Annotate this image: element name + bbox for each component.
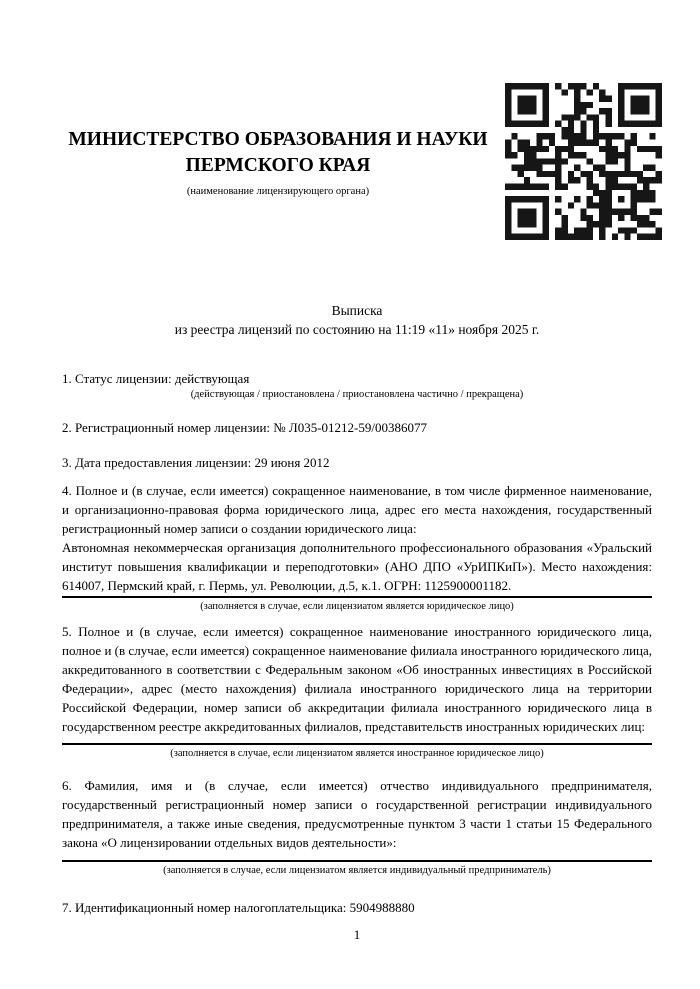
field-legal-entity: [62, 481, 652, 614]
entrepreneur-divider: [62, 860, 652, 862]
legal-entity-caption: (заполняется в случае, если лицензиатом является юридическое лицо): [200, 601, 514, 612]
registration-number-text: 2. Регистрационный номер лицензии: № Л035-01212-59/00386077: [62, 420, 428, 435]
document-title: [62, 301, 652, 339]
field-taxpayer-number: [62, 898, 652, 917]
page-number: 1: [353, 927, 361, 942]
field-registration-number: [62, 418, 652, 437]
foreign-entity-divider: [62, 743, 652, 745]
ministry-name-line2: ПЕРМСКОГО КРАЯ: [185, 155, 371, 176]
grant-date-text: 3. Дата предоставления лицензии: 29 июня 2012: [62, 455, 330, 470]
license-status-options-caption: (действующая / приостановлена / приостановлена частично / прекращена): [190, 389, 524, 400]
entrepreneur-caption: (заполняется в случае, если лицензиатом является индивидуальный предприниматель): [163, 865, 551, 876]
licensing-authority-header: [62, 127, 494, 198]
legal-entity-value: Автономная некоммерческая организация дополнительного профессионального образования «Уральский институт повышения квалификации и переподготовки» (АНО ДПО «УрИПКиП»). Место нахождения: 614007, Пермский край, г. Пермь, ул. Революции, д.5, к.1. ОГРН: 1125900001182.: [62, 540, 652, 593]
ministry-name-line1: МИНИСТЕРСТВО ОБРАЗОВАНИЯ И НАУКИ: [68, 129, 488, 150]
taxpayer-number-text: 7. Идентификационный номер налогоплательщика: 5904988880: [62, 900, 415, 915]
legal-entity-label: 4. Полное и (в случае, если имеется) сокращенное наименование, в том числе фирменное наименование, и организационно-правовая форма юридического лица, адрес его места нахождения, государственный регистрационный номер записи о создании юридического лица:: [62, 483, 652, 536]
foreign-entity-label: 5. Полное и (в случае, если имеется) сокращенное наименование иностранного юридического лица, полное и (в случае, если имеется) сокращенное наименование филиала иностранного юридического лица, аккредитованного в соответствии с Федеральным законом «Об иностранных инвестициях в Российской Федерации», адрес (место нахождения) филиала иностранного юридического лица на территории Российской Федерации, номер записи об аккредитации филиала иностранного юридического лица в государственном реестре аккредитованных филиалов, представительств иностранных юридических лиц:: [62, 624, 652, 734]
license-status-text: 1. Статус лицензии: действующая: [62, 371, 250, 386]
field-license-status: [62, 369, 652, 402]
legal-entity-divider: [62, 596, 652, 598]
qr-code-icon: [505, 83, 662, 240]
foreign-entity-caption: (заполняется в случае, если лицензиатом является иностранное юридическое лицо): [170, 748, 544, 759]
document-title-line1: Выписка: [331, 303, 383, 318]
entrepreneur-label: 6. Фамилия, имя и (в случае, если имеется) отчество индивидуального предпринимателя, государственный регистрационный номер записи о государственной регистрации индивидуального предпринимателя, а также иные сведения, предусмотренные пунктом 3 части 1 статьи 15 Федерального закона «О лицензировании отдельных видов деятельности»:: [62, 778, 652, 850]
field-grant-date: [62, 453, 652, 472]
field-individual-entrepreneur: [62, 776, 652, 878]
document-title-line2: из реестра лицензий по состоянию на 11:19 «11» ноября 2025 г.: [174, 322, 540, 337]
licensing-authority-caption: (наименование лицензирующего органа): [186, 186, 370, 197]
field-foreign-entity: [62, 622, 652, 761]
